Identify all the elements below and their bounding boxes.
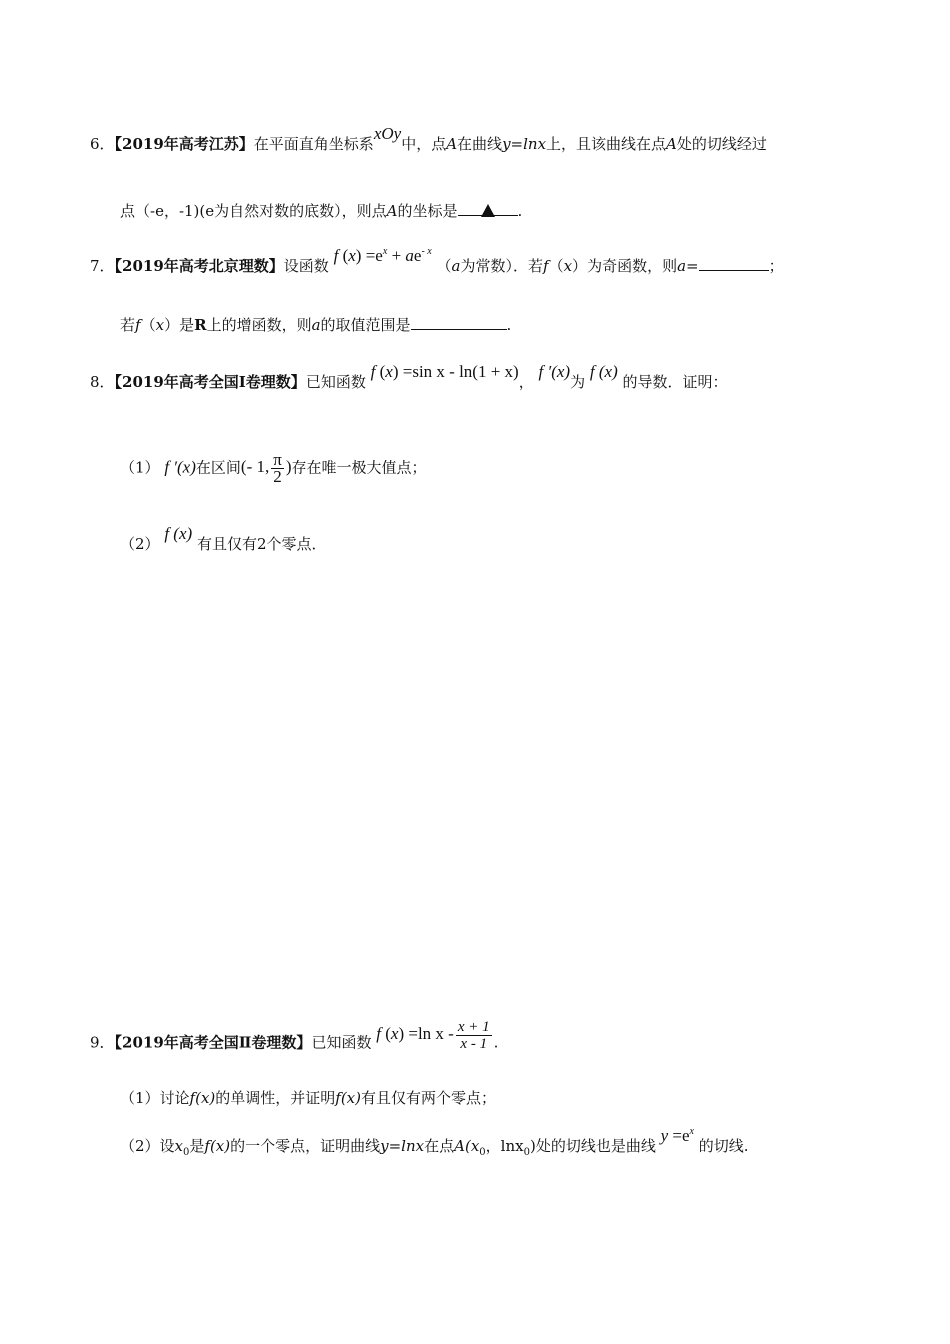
subscript: 0 [479, 1147, 486, 1158]
point-label: A [454, 1137, 465, 1155]
problem-text: ， [518, 373, 534, 391]
function-formula: f (x) =ln x - $\frac{x + 1}{x - 1}$ [376, 1019, 490, 1052]
problem-text: 是 [189, 1137, 205, 1155]
problem-text: （ [436, 257, 452, 275]
frac-den: x - 1 [460, 1036, 488, 1052]
derivative-symbol: f ′(x) [538, 362, 571, 381]
problem-source: 【2019年高考全国Ⅰ卷理数】 [114, 373, 306, 391]
problem-7-line-1: 7．【2019年高考北京理数】设函数 f $(x) =e^x + ae^{- x}$ （a为常数）．若f（x）为奇函数，则a= ； [90, 246, 784, 275]
answer-blank[interactable] [411, 315, 507, 330]
problem-text: . [517, 202, 523, 220]
problem-number: 9． [90, 1033, 115, 1052]
problem-7-line-2: 若f（x）是R上的增函数，则a的取值范围是 . [120, 316, 512, 334]
problem-text: . [493, 1033, 499, 1052]
symbol-a: a [677, 257, 687, 275]
formula-part: e [413, 246, 422, 265]
interval [240, 450, 292, 486]
problem-8-sub-1 [120, 452, 427, 485]
problem-text: 为 [570, 373, 586, 391]
problem-8-line-1 [90, 362, 728, 392]
problem-text: ； [768, 257, 784, 275]
problem-text: 中，点 [401, 135, 447, 153]
frac-num: x + 1 [457, 1019, 490, 1035]
point-label: A [386, 202, 398, 220]
interval-part: ) [285, 457, 292, 477]
problem-text: 上，且该曲线在点 [546, 135, 667, 153]
problem-text: 的坐标是 [397, 202, 458, 220]
curve-equation: y=lnx [502, 135, 547, 153]
problem-text: 的导数．证明： [622, 373, 728, 391]
symbol-f: f [543, 257, 549, 275]
fraction [456, 1019, 492, 1052]
function-symbol: f (x) [589, 362, 618, 381]
triangle-icon [481, 204, 495, 217]
problem-text: 已知函数 [305, 373, 366, 391]
point-coord: ) [529, 1137, 536, 1155]
problem-source: 【2019年高考全国Ⅱ卷理数】 [114, 1033, 312, 1052]
curve-equation: y=lnx [380, 1137, 425, 1155]
symbol-x: x [155, 316, 165, 334]
problem-9-line-1 [90, 1019, 499, 1060]
function-symbol: f (x) [164, 524, 193, 543]
problem-source: 【2019年高考北京理数】 [114, 257, 284, 275]
problem-text: . [506, 316, 512, 334]
formula-part: =ln x - [408, 1024, 454, 1044]
formula-part: =e [672, 1126, 690, 1145]
formula-part: + [391, 246, 402, 265]
point-label: A [446, 135, 458, 153]
exponent: x [689, 1126, 694, 1137]
problem-text: 设函数 [283, 257, 329, 275]
problem-text: 有且仅有2个零点． [196, 535, 327, 553]
problem-9-sub-1 [120, 1088, 496, 1108]
problem-text: 在平面直角坐标系 [253, 135, 374, 153]
frac-den: 2 [273, 467, 282, 486]
problem-text: 的取值范围是 [320, 316, 411, 334]
problem-8-sub-2 [120, 524, 327, 554]
point-coord: ，lnx [485, 1137, 524, 1155]
symbol-x: x [563, 257, 573, 275]
problem-text: 处的切线经过 [676, 135, 767, 153]
problem-text: 为奇函数，则 [587, 257, 678, 275]
symbol-a: a [405, 246, 414, 265]
problem-text: 有且仅有两个零点； [361, 1089, 497, 1107]
problem-9-sub-2 [120, 1126, 749, 1159]
subscript: 0 [523, 1147, 530, 1158]
symbol-f: f [376, 1024, 381, 1044]
coordinate-system: xOy [373, 124, 402, 143]
pi-over-two [271, 452, 284, 485]
problem-text: 的一个零点，证明曲线 [230, 1137, 381, 1155]
curve-formula [661, 1126, 694, 1145]
problem-text: = [686, 257, 699, 275]
derivative-symbol: f ′(x) [164, 457, 196, 477]
problem-text: 处的切线也是曲线 [535, 1137, 656, 1155]
frac-num: π [273, 450, 282, 469]
exponent: - x [421, 246, 432, 257]
interval-part: (- 1, [240, 457, 270, 477]
symbol-y: y [660, 1126, 669, 1145]
problem-source: 【2019年高考江苏】 [114, 135, 254, 153]
problem-text: 在曲线 [457, 135, 503, 153]
point-coord: (x [464, 1137, 480, 1155]
problem-text: 的单调性，并证明 [215, 1089, 336, 1107]
problem-text: 在区间 [195, 458, 241, 477]
problem-6-line-2 [120, 201, 522, 221]
point-label: A [666, 135, 677, 153]
function-symbol: f(x) [335, 1089, 361, 1107]
symbol-x: x [390, 1024, 399, 1044]
problem-text: （1）讨论 [120, 1089, 190, 1107]
problem-text: 在点 [424, 1137, 455, 1155]
problem-text: 是 [179, 316, 195, 334]
symbol-x: x [174, 1137, 184, 1155]
symbol-f: f [135, 316, 141, 334]
problem-text: （2）设 [120, 1137, 175, 1155]
subproblem-number: （1） [120, 458, 160, 477]
subproblem-number: （2） [120, 535, 160, 553]
formula-part: =sin x - ln(1 + x) [402, 362, 519, 381]
problem-text: 存在唯一极大值点； [291, 458, 427, 477]
problem-number: 7． [90, 257, 115, 275]
exponent: x [382, 246, 388, 257]
function-symbol: f(x) [189, 1089, 216, 1107]
symbol-R: R [194, 316, 207, 334]
problem-text: 已知函数 [311, 1033, 372, 1052]
answer-blank[interactable] [699, 256, 769, 271]
formula-part: =e [365, 246, 383, 265]
subscript: 0 [183, 1147, 190, 1158]
problem-number: 6． [90, 135, 115, 153]
symbol-a: a [311, 316, 321, 334]
function-formula: f $(x) =e^x + ae^{- x}$ [333, 246, 432, 265]
function-symbol: f(x) [204, 1137, 231, 1155]
function-formula: f (x) =sin x - ln(1 + x) [370, 362, 519, 381]
problem-text: 为常数）．若 [460, 257, 543, 275]
problem-text: 的切线. [698, 1137, 749, 1155]
problem-text: 点（-e，-1)(e为自然对数的底数），则点 [120, 202, 387, 220]
symbol-f: f [333, 246, 339, 265]
problem-text: 上的增函数，则 [206, 316, 312, 334]
problem-number: 8． [90, 373, 115, 391]
answer-blank[interactable] [458, 201, 518, 216]
problem-6-line-1 [90, 124, 767, 154]
symbol-a: a [451, 257, 461, 275]
problem-text: 若 [120, 316, 136, 334]
symbol-x: x [348, 246, 356, 265]
